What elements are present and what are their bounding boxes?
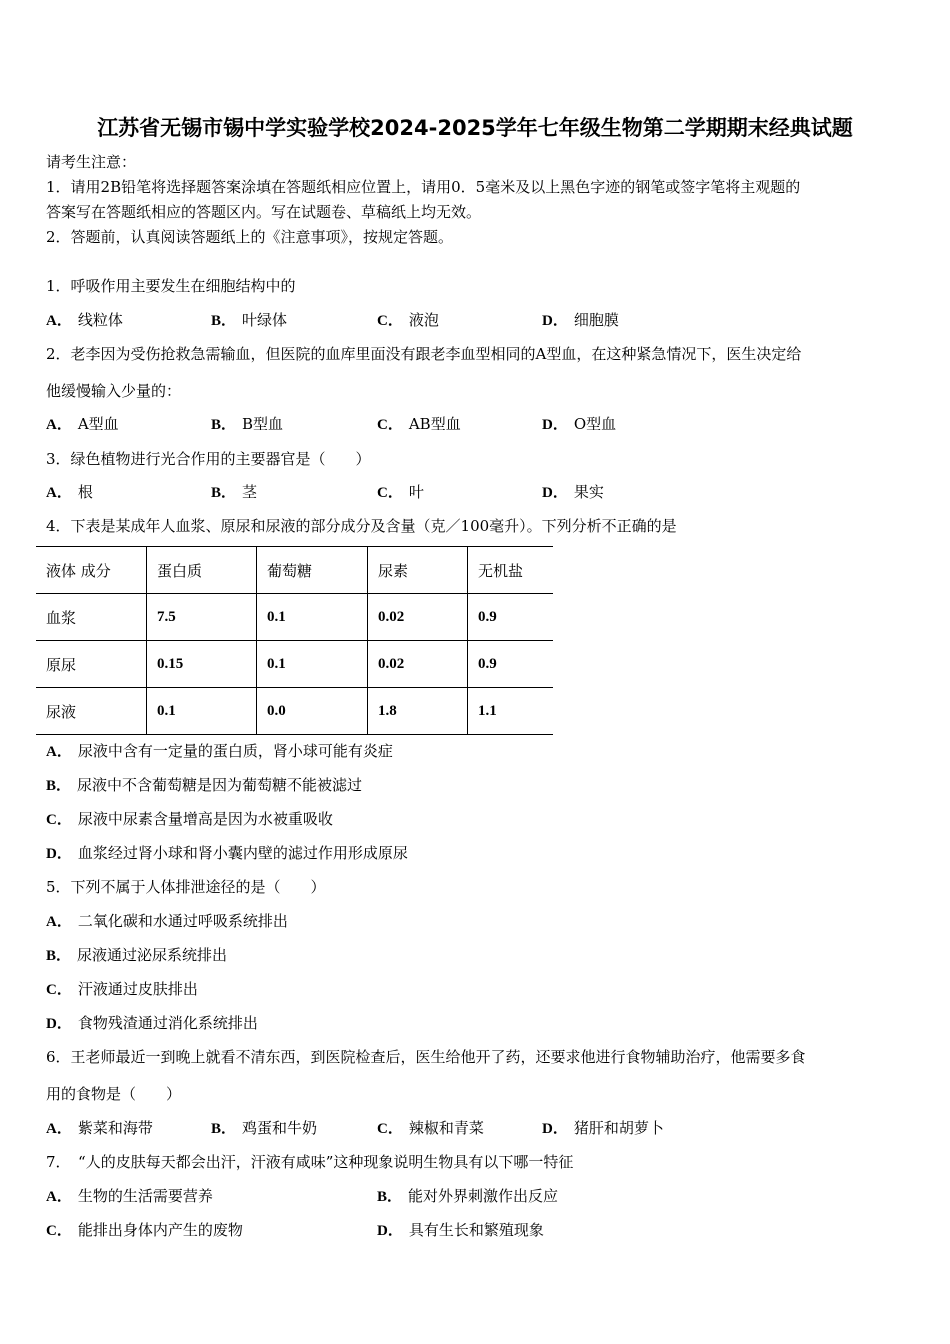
table-row	[36, 688, 553, 735]
table-cell: 0.1	[147, 688, 257, 735]
question-2-option-b[interactable]: B． B型血	[211, 415, 284, 433]
table-cell: 0.02	[368, 594, 468, 641]
table-cell: 1.8	[368, 688, 468, 735]
question-4-option-d[interactable]: D． 血浆经过肾小球和肾小囊内壁的滤过作用形成原尿	[46, 844, 408, 862]
table-cell: 0.1	[257, 594, 368, 641]
question-5-option-d[interactable]: D． 食物残渣通过消化系统排出	[46, 1014, 258, 1032]
question-6-option-a[interactable]: A． 紫菜和海带	[46, 1119, 153, 1137]
question-5-option-a[interactable]: A． 二氧化碳和水通过呼吸系统排出	[46, 912, 288, 930]
page-title: 江苏省无锡市锡中学实验学校2024-2025学年七年级生物第二学期期末经典试题	[97, 116, 853, 140]
question-4-option-c[interactable]: C． 尿液中尿素含量增高是因为水被重吸收	[46, 810, 333, 828]
table-cell: 0.0	[257, 688, 368, 735]
table-cell: 0.1	[257, 641, 368, 688]
table-header-cell: 液体 成分	[36, 547, 147, 594]
table-header-cell: 尿素	[368, 547, 468, 594]
question-5-option-c[interactable]: C． 汗液通过皮肤排出	[46, 980, 198, 998]
question-6-stem-line-2: 用的食物是（ ）	[46, 1085, 182, 1103]
notice-heading: 请考生注意：	[46, 153, 137, 171]
question-6-option-d[interactable]: D． 猪肝和胡萝卜	[542, 1119, 664, 1137]
question-1-option-c[interactable]: C． 液泡	[377, 311, 439, 329]
question-4-option-a[interactable]: A． 尿液中含有一定量的蛋白质，肾小球可能有炎症	[46, 742, 393, 760]
table-header-row	[36, 547, 553, 594]
table-cell: 7.5	[147, 594, 257, 641]
table-cell: 0.9	[468, 641, 554, 688]
question-1-stem: 1．呼吸作用主要发生在细胞结构中的	[46, 277, 296, 295]
notice-line-2: 答案写在答题纸相应的答题区内。写在试题卷、草稿纸上均无效。	[46, 203, 482, 221]
question-7-option-a[interactable]: A． 生物的生活需要营养	[46, 1187, 213, 1205]
question-3-stem: 3．绿色植物进行光合作用的主要器官是（ ）	[46, 450, 371, 468]
table-cell: 1.1	[468, 688, 554, 735]
question-2-stem-line-1: 2．老李因为受伤抢救急需输血，但医院的血库里面没有跟老李血型相同的A型血，在这种紧急情况下，医生决定给	[46, 345, 802, 363]
table-cell: 0.02	[368, 641, 468, 688]
table-cell: 尿液	[36, 688, 147, 735]
question-3-option-d[interactable]: D． 果实	[542, 483, 604, 501]
question-4-stem: 4．下表是某成年人血浆、原尿和尿液的部分成分及含量（克／100毫升）。下列分析不正确的是	[46, 517, 677, 535]
table-cell: 血浆	[36, 594, 147, 641]
question-4-option-b[interactable]: B． 尿液中不含葡萄糖是因为葡萄糖不能被滤过	[46, 776, 363, 794]
question-5-stem: 5．下列不属于人体排泄途径的是（ ）	[46, 878, 326, 896]
table-row	[36, 594, 553, 641]
question-3-option-c[interactable]: C． 叶	[377, 483, 424, 501]
question-1-option-a[interactable]: A． 线粒体	[46, 311, 123, 329]
composition-table	[36, 546, 553, 735]
notice-line-3: 2．答题前，认真阅读答题纸上的《注意事项》，按规定答题。	[46, 228, 454, 246]
question-1-option-d[interactable]: D． 细胞膜	[542, 311, 619, 329]
question-7-option-c[interactable]: C． 能排出身体内产生的废物	[46, 1221, 243, 1239]
question-2-stem-line-2: 他缓慢输入少量的：	[46, 382, 182, 400]
table-header-cell: 无机盐	[468, 547, 554, 594]
question-5-option-b[interactable]: B． 尿液通过泌尿系统排出	[46, 946, 228, 964]
question-2-option-c[interactable]: C． AB型血	[377, 415, 461, 433]
table-cell: 0.15	[147, 641, 257, 688]
question-2-option-d[interactable]: D． O型血	[542, 415, 617, 433]
question-7-option-b[interactable]: B． 能对外界刺激作出反应	[377, 1187, 559, 1205]
table-row	[36, 641, 553, 688]
table-header-cell: 蛋白质	[147, 547, 257, 594]
table-header-cell: 葡萄糖	[257, 547, 368, 594]
notice-line-1: 1．请用2B铅笔将选择题答案涂填在答题纸相应位置上，请用0．5毫米及以上黑色字迹的钢笔或签字笔将主观题的	[46, 178, 801, 196]
question-3-option-b[interactable]: B． 茎	[211, 483, 258, 501]
question-2-option-a[interactable]: A． A型血	[46, 415, 119, 433]
question-6-stem-line-1: 6．王老师最近一到晚上就看不清东西，到医院检查后，医生给他开了药，还要求他进行食物辅助治疗，他需要多食	[46, 1048, 806, 1066]
table-cell: 0.9	[468, 594, 554, 641]
question-7-option-d[interactable]: D． 具有生长和繁殖现象	[377, 1221, 544, 1239]
question-6-option-c[interactable]: C． 辣椒和青菜	[377, 1119, 484, 1137]
table-cell: 原尿	[36, 641, 147, 688]
question-7-stem: 7． “人的皮肤每天都会出汗，汗液有咸味”这种现象说明生物具有以下哪一特征	[46, 1153, 574, 1171]
question-3-option-a[interactable]: A． 根	[46, 483, 93, 501]
question-6-option-b[interactable]: B． 鸡蛋和牛奶	[211, 1119, 318, 1137]
question-1-option-b[interactable]: B． 叶绿体	[211, 311, 288, 329]
